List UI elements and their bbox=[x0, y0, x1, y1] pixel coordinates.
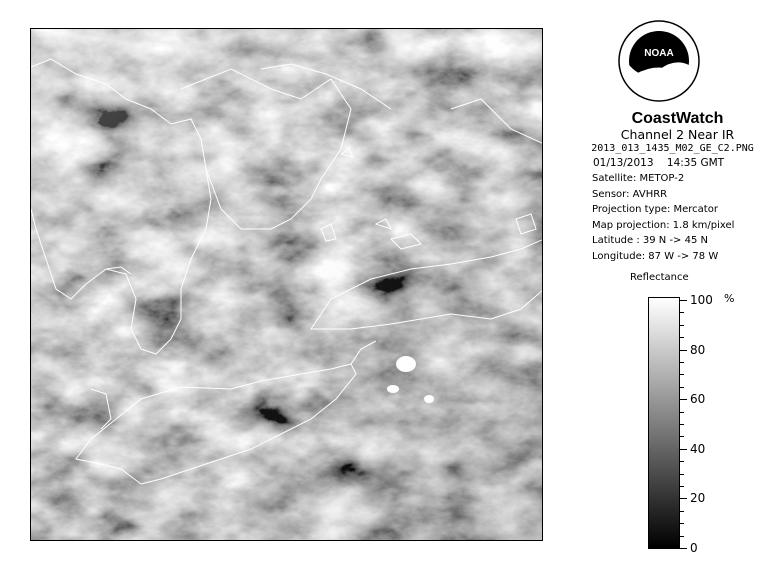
logo-text: NOAA bbox=[644, 48, 674, 59]
cloud-reflectance-map bbox=[31, 29, 543, 541]
sensor-label: Sensor: AVHRR bbox=[592, 188, 668, 200]
legend-title: Reflectance bbox=[630, 272, 689, 283]
colorbar-tick-label: 0 bbox=[690, 541, 698, 555]
colorbar-minor-tick bbox=[680, 387, 684, 388]
colorbar-tick-label: 60 bbox=[690, 392, 706, 407]
colorbar-tick bbox=[680, 498, 687, 499]
colorbar-minor-tick bbox=[680, 474, 684, 475]
colorbar-tick-label: 80 bbox=[690, 342, 706, 357]
satellite-label: Satellite: METOP-2 bbox=[592, 173, 685, 184]
colorbar-tick bbox=[680, 350, 687, 351]
satellite-image bbox=[30, 28, 543, 541]
colorbar-minor-tick bbox=[680, 312, 684, 313]
latitude-label: Latitude : 39 N -> 45 N bbox=[592, 235, 708, 246]
colorbar-minor-tick bbox=[680, 325, 684, 326]
projection-type-label: Projection type: Mercator bbox=[592, 204, 718, 215]
colorbar-minor-tick bbox=[680, 523, 684, 524]
haze-overlay bbox=[31, 29, 543, 541]
noaa-emblem-icon bbox=[618, 20, 700, 102]
colorbar-tick bbox=[680, 548, 687, 549]
colorbar-tick-label: 40 bbox=[690, 441, 706, 456]
datetime-line bbox=[560, 156, 775, 171]
colorbar-minor-tick bbox=[680, 436, 684, 437]
time-label: 14:35 GMT bbox=[666, 157, 725, 169]
colorbar-minor-tick bbox=[680, 536, 684, 537]
channel-label: Channel 2 Near IR bbox=[620, 127, 735, 142]
filename-label: 2013_013_1435_M02_GE_C2.PNG bbox=[591, 143, 754, 154]
colorbar-minor-tick bbox=[680, 511, 684, 512]
colorbar-minor-tick bbox=[680, 412, 684, 413]
map-projection-label: Map projection: 1.8 km/pixel bbox=[592, 219, 735, 231]
colorbar-minor-tick bbox=[680, 362, 684, 363]
colorbar-tick-label: 100 bbox=[690, 293, 713, 307]
reflectance-colorbar bbox=[648, 297, 680, 549]
colorbar-tick bbox=[680, 300, 687, 301]
colorbar-minor-tick bbox=[680, 486, 684, 487]
colorbar-minor-tick bbox=[680, 461, 684, 462]
longitude-label: Longitude: 87 W -> 78 W bbox=[592, 250, 719, 262]
colorbar-tick bbox=[680, 399, 687, 400]
legend-unit: % bbox=[724, 292, 735, 305]
colorbar-tick bbox=[680, 449, 687, 450]
noaa-logo bbox=[618, 20, 700, 102]
colorbar-minor-tick bbox=[680, 337, 684, 338]
brand-title: CoastWatch bbox=[631, 110, 724, 127]
product-info-panel bbox=[560, 110, 775, 264]
colorbar-minor-tick bbox=[680, 424, 684, 425]
colorbar-minor-tick bbox=[680, 374, 684, 375]
date-label: 01/13/2013 bbox=[593, 157, 654, 169]
colorbar-tick-label: 20 bbox=[690, 491, 706, 506]
